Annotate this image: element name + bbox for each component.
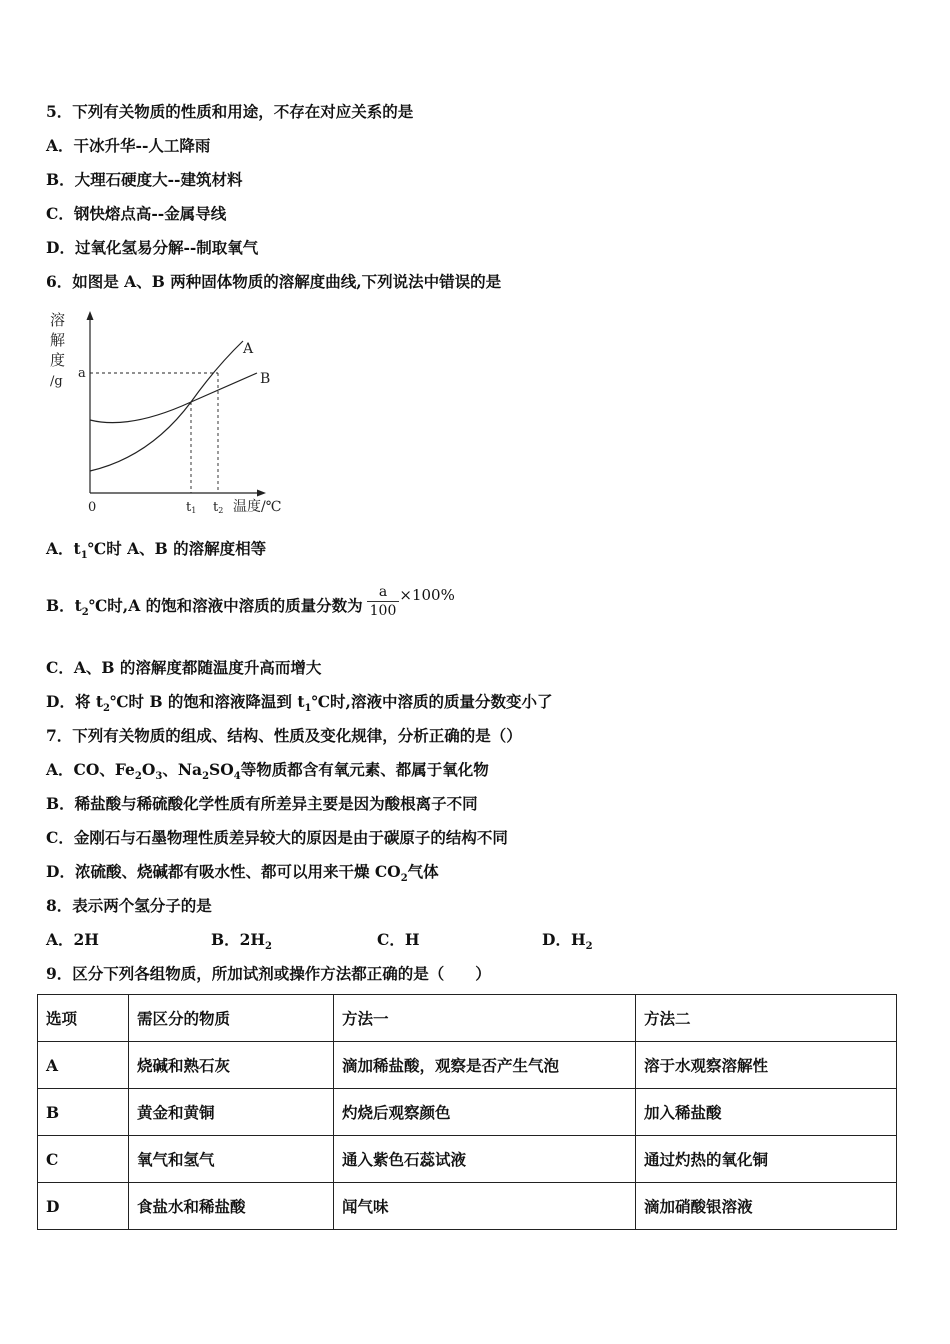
table-header-row — [38, 995, 897, 1042]
table-cell: 闻气味 — [334, 1183, 636, 1230]
table-header-cell: 方法二 — [636, 995, 897, 1042]
curve-a-label: A — [243, 341, 254, 357]
q5-option-b: B．大理石硬度大--建筑材料 — [46, 170, 243, 189]
q6-option-b: B．$t_2℃$时,A 的饱和溶液中溶质的质量分数为 $\frac{a}{100}$ ×100% — [46, 583, 455, 619]
table-cell: 烧碱和熟石灰 — [129, 1042, 334, 1089]
q5-stem: 5．下列有关物质的性质和用途，不存在对应关系的是 — [46, 102, 414, 121]
graph-yunit: /g — [50, 374, 63, 389]
table-row — [38, 1136, 897, 1183]
q8-option-a: A．2H — [46, 930, 99, 949]
graph-origin: 0 — [88, 500, 97, 515]
table-cell: C — [38, 1136, 129, 1183]
graph-ylabel-char: 溶 — [50, 311, 66, 329]
solubility-graph — [40, 305, 300, 520]
graph-ylabel-char: 解 — [50, 331, 66, 349]
q6-option-a: A．$t_1℃$时 A、B 的溶解度相等 — [46, 539, 267, 562]
q6-option-d: D．将 $t_2℃$时 B 的饱和溶液降温到 $t_1℃$时,溶液中溶质的质量分数变小了 — [46, 692, 553, 715]
table-cell: A — [38, 1042, 129, 1089]
q8-option-d: D．$H_2$ — [542, 930, 593, 953]
table-row — [38, 1089, 897, 1136]
table-header-cell: 需区分的物质 — [129, 995, 334, 1042]
graph-x-arrow — [257, 490, 266, 497]
q5-option-a: A．干冰升华--人工降雨 — [46, 136, 211, 155]
table-cell: 黄金和黄铜 — [129, 1089, 334, 1136]
graph-y-arrow — [87, 311, 94, 320]
q9-stem: 9．区分下列各组物质，所加试剂或操作方法都正确的是（ ） — [46, 964, 491, 983]
q7-option-b: B．稀盐酸与稀硫酸化学性质有所差异主要是因为酸根离子不同 — [46, 794, 478, 813]
graph-t1-label: t1 — [186, 500, 197, 515]
curve-b — [90, 373, 257, 423]
graph-ylabel-char: 度 — [50, 351, 66, 369]
q8-stem: 8．表示两个氢分子的是 — [46, 896, 212, 915]
fraction: $\frac{a}{100}$ — [367, 583, 400, 620]
q8-option-c: C．H — [377, 930, 420, 949]
q6-stem: 6．如图是 A、B 两种固体物质的溶解度曲线,下列说法中错误的是 — [46, 272, 502, 291]
q9-table — [37, 994, 897, 1230]
table-cell: 氧气和氢气 — [129, 1136, 334, 1183]
q7-stem: 7．下列有关物质的组成、结构、性质及变化规律，分析正确的是（） — [46, 726, 522, 745]
q6-option-c: C．A、B 的溶解度都随温度升高而增大 — [46, 658, 322, 677]
q5-option-d: D．过氧化氢易分解--制取氧气 — [46, 238, 259, 257]
graph-a-label: a — [78, 366, 86, 381]
table-cell: D — [38, 1183, 129, 1230]
curve-a — [90, 341, 243, 471]
q8-option-b: B．$2H_2$ — [211, 930, 272, 953]
table-cell: B — [38, 1089, 129, 1136]
table-cell: 加入稀盐酸 — [636, 1089, 897, 1136]
table-row — [38, 1042, 897, 1089]
table-cell: 滴加稀盐酸，观察是否产生气泡 — [334, 1042, 636, 1089]
table-header-cell: 选项 — [38, 995, 129, 1042]
q7-option-c: C．金刚石与石墨物理性质差异较大的原因是由于碳原子的结构不同 — [46, 828, 508, 847]
table-cell: 通过灼热的氧化铜 — [636, 1136, 897, 1183]
graph-xlabel: 温度/℃ — [233, 499, 282, 515]
q5-option-c: C．钢快熔点高--金属导线 — [46, 204, 227, 223]
q7-option-d: D．浓硫酸、烧碱都有吸水性、都可以用来干燥 $CO_2$气体 — [46, 862, 439, 885]
table-cell: 溶于水观察溶解性 — [636, 1042, 897, 1089]
q7-option-a: A．CO、$Fe_2O_3$、$Na_2SO_4$等物质都含有氧元素、都属于氧化物 — [46, 760, 489, 783]
table-header-cell: 方法一 — [334, 995, 636, 1042]
table-row — [38, 1183, 897, 1230]
table-cell: 灼烧后观察颜色 — [334, 1089, 636, 1136]
table-cell: 食盐水和稀盐酸 — [129, 1183, 334, 1230]
table-cell: 通入紫色石蕊试液 — [334, 1136, 636, 1183]
curve-b-label: B — [260, 371, 271, 387]
table-cell: 滴加硝酸银溶液 — [636, 1183, 897, 1230]
graph-t2-label: t2 — [213, 500, 224, 515]
